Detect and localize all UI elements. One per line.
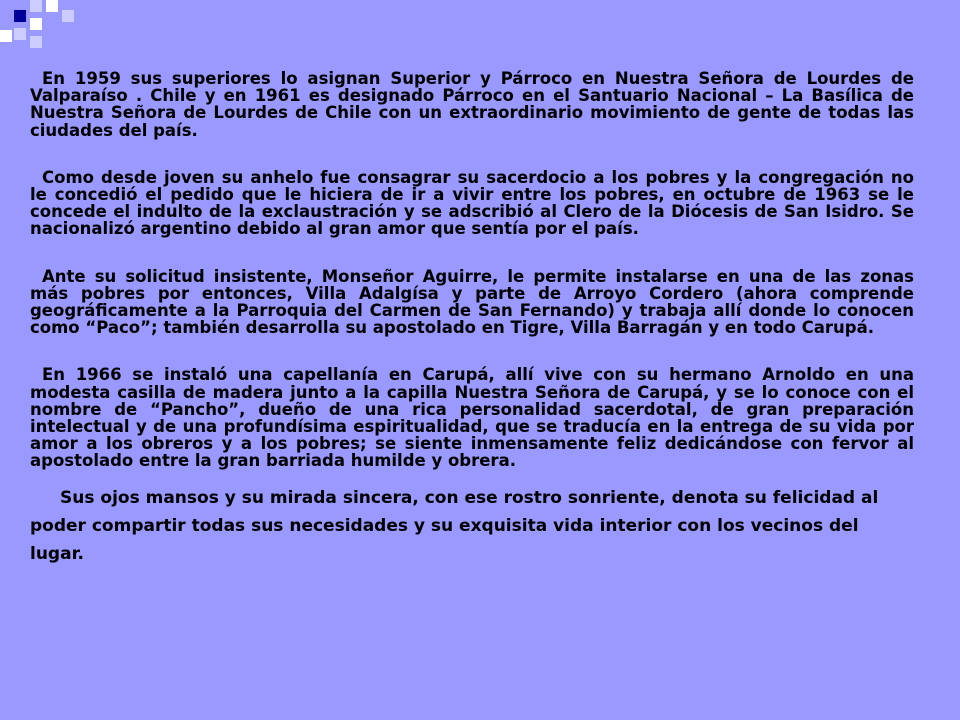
paragraph-1963: Como desde joven su anhelo fue consagrar su sacerdocio a los pobres y la congregación no le concedió el pedido que le hiciera de ir a vivir entre los pobres, en octubre de 1963 se le concede el indulto de la exclaustración y se adscribió al Clero de la Diócesis de San Isidro. Se nacionalizó argentino debido al gran amor que sentía por el país. [30, 167, 914, 239]
paragraph-ojos-mansos: Sus ojos mansos y su mirada sincera, con ese rostro sonriente, denota su felicidad al poder compartir todas sus necesidades y su exquisita vida interior con los vecinos del lugar. [30, 487, 879, 564]
decoration-square [14, 10, 26, 22]
decoration-square [30, 0, 42, 12]
paragraph-1966: En 1966 se instaló una capellanía en Carupá, allí vive con su hermano Arnoldo en una modesta casilla de madera junto a la capilla Nuestra Señora de Carupá, y se lo conoce con el nombre de “Pancho”, dueño de una rica personalidad sacerdotal, de gran preparación intelectual y de una profundísima espiritualidad, que se traducía en la entrega de su vida por amor a los obreros y a los pobres; se siente inmensamente feliz dedicándose con fervor al apostolado entre la gran barriada humilde y obrera. [30, 365, 914, 471]
decoration-square [30, 18, 42, 30]
decoration-square [46, 0, 58, 12]
corner-decoration [0, 0, 80, 52]
decoration-square [30, 36, 42, 48]
paragraph-1959: En 1959 sus superiores lo asignan Superior y Párroco en Nuestra Señora de Lourdes de Valparaíso . Chile y en 1961 es designado Párroco en el Santuario Nacional – La Basílica de Nuestra Señora de Lourdes de Chile con un extraordinario movimiento de gente de todas las ciudades del país. [30, 69, 914, 140]
decoration-square [0, 30, 12, 42]
decoration-square [14, 28, 26, 40]
decoration-square [62, 10, 74, 22]
slide-body [30, 70, 914, 568]
paragraph-monsenor-aguirre: Ante su solicitud insistente, Monseñor Aguirre, le permite instalarse en una de las zonas más pobres por entonces, Villa Adalgísa y parte de Arroyo Cordero (ahora comprende geográficamente a la Parroquia del Carmen de San Fernando) y trabaja allí donde lo conocen como “Paco”; también desarrolla su apostolado en Tigre, Villa Barragán y en todo Carupá. [30, 266, 914, 338]
